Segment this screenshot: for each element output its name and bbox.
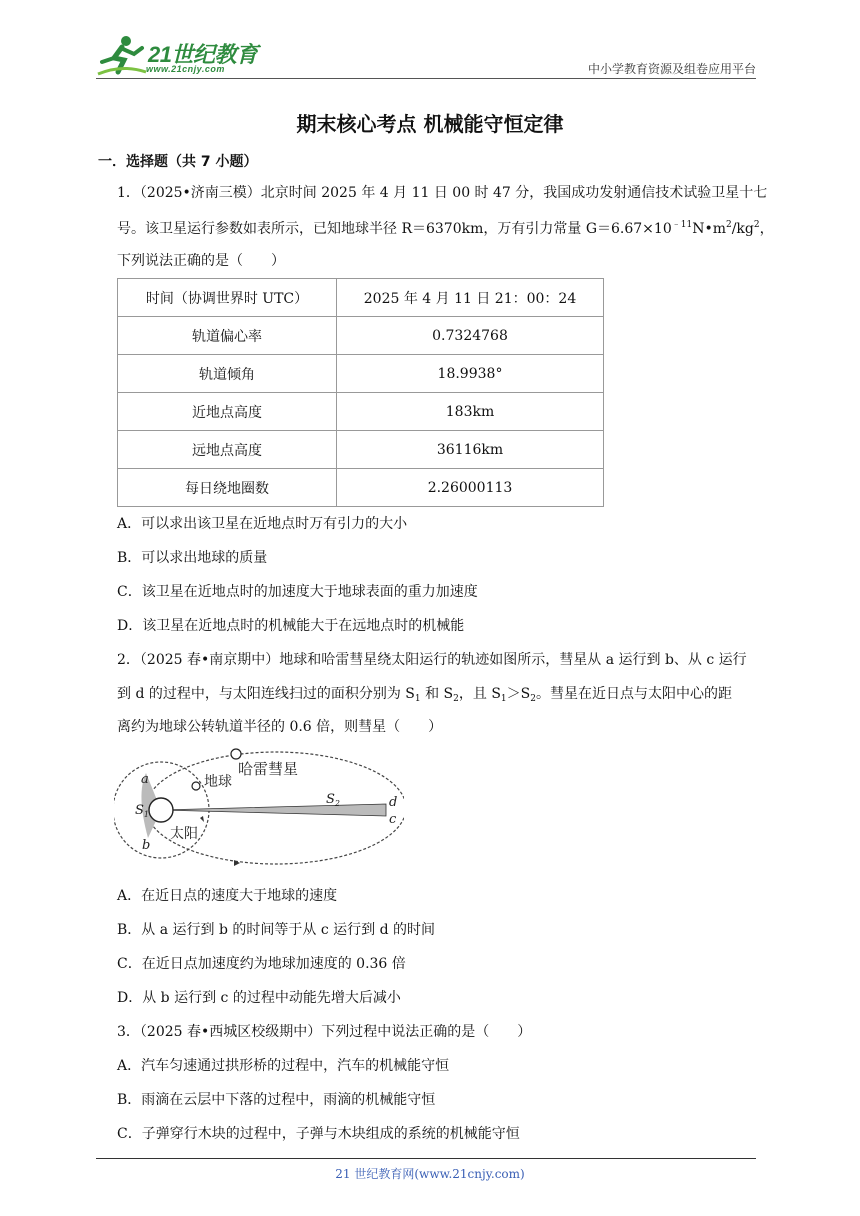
q1-option-a[interactable]: A．可以求出该卫星在近地点时万有引力的大小 <box>117 516 408 532</box>
table-cell: 时间（协调世界时 UTC） <box>118 279 337 317</box>
q3-option-c[interactable]: C．子弹穿行木块的过程中，子弹与木块组成的系统的机械能守恒 <box>117 1126 520 1142</box>
q1-stem-line-1: 1．（2025•济南三模）北京时间 2025 年 4 月 11 日 00 时 47 分，我国成功发射通信技术试验卫星十七 <box>117 185 768 201</box>
q1-text-a: 号。该卫星运行参数如表所示，已知地球半径 R＝6370km，万有引力常量 G＝6.67×10 <box>117 221 672 237</box>
footer-divider <box>96 1158 756 1159</box>
q2-sub-1: 1 <box>414 694 421 704</box>
q1-exp-3: 2 <box>753 220 760 230</box>
table-cell: 每日绕地圈数 <box>118 469 337 507</box>
q2-sub-4: 2 <box>530 694 536 704</box>
q1-text-d: ， <box>759 221 774 237</box>
table-cell: 远地点高度 <box>118 431 337 469</box>
table-cell: 183km <box>337 393 604 431</box>
q2-text-e: 。彗星在近日点与太阳中心的距 <box>535 686 732 702</box>
page-footer[interactable]: 21 世纪教育网(www.21cnjy.com) <box>335 1167 525 1181</box>
q1-stem-line-2 <box>117 219 774 239</box>
table-cell: 近地点高度 <box>118 393 337 431</box>
point-a-label: a <box>141 772 149 787</box>
q2-option-c[interactable]: C．在近日点加速度约为地球加速度的 0.36 倍 <box>117 956 406 972</box>
q2-option-d[interactable]: D．从 b 运行到 c 的过程中动能先增大后减小 <box>117 990 401 1006</box>
table-cell: 2025 年 4 月 11 日 21：00：24 <box>337 279 604 317</box>
s2-label: $S_2$ <box>326 792 340 808</box>
q2-text-b: 和 S <box>420 686 454 702</box>
q2-stem-line-2 <box>117 684 732 704</box>
table-row <box>118 431 604 469</box>
q1-option-b[interactable]: B．可以求出地球的质量 <box>117 550 268 566</box>
q2-option-b[interactable]: B．从 a 运行到 b 的时间等于从 c 运行到 d 的时间 <box>117 922 435 938</box>
section-heading: 一．选择题（共 7 小题） <box>98 154 258 170</box>
q1-text-c: /kg <box>731 221 754 237</box>
q2-text-a: 到 d 的过程中，与太阳连线扫过的面积分别为 S <box>117 686 415 702</box>
q1-option-c[interactable]: C．该卫星在近地点时的加速度大于地球表面的重力加速度 <box>117 584 478 600</box>
q2-text-d: ＞S <box>506 686 531 702</box>
q2-stem-line-3: 离约为地球公转轨道半径的 0.6 倍，则彗星（ ） <box>117 719 443 735</box>
table-row <box>118 393 604 431</box>
q1-text-b: N•m <box>692 221 726 237</box>
logo-url: www.21cnjy.com <box>146 64 225 74</box>
point-b-label: b <box>142 838 151 853</box>
q2-sub-3: 1 <box>500 694 507 704</box>
q1-stem-line-3: 下列说法正确的是（ ） <box>117 253 285 269</box>
comet-circle <box>231 749 241 759</box>
table-row <box>118 469 604 507</box>
area-s2 <box>161 804 386 816</box>
q3-option-b[interactable]: B．雨滴在云层中下落的过程中，雨滴的机械能守恒 <box>117 1092 436 1108</box>
platform-label: 中小学教育资源及组卷应用平台 <box>587 62 756 76</box>
table-cell: 轨道倾角 <box>118 355 337 393</box>
q1-option-d[interactable]: D．该卫星在近地点时的机械能大于在远地点时的机械能 <box>117 618 465 634</box>
table-cell: 0.7324768 <box>337 317 604 355</box>
table-cell: 2.26000113 <box>337 469 604 507</box>
table-cell: 轨道偏心率 <box>118 317 337 355</box>
point-c-label: c <box>389 812 397 827</box>
earth-circle <box>192 782 200 790</box>
table-row <box>118 279 604 317</box>
page-header <box>96 34 756 78</box>
earth-label: 地球 <box>204 774 232 790</box>
q3-option-a[interactable]: A．汽车匀速通过拱形桥的过程中，汽车的机械能守恒 <box>117 1058 450 1074</box>
logo-text: 21世纪教育 <box>148 42 258 67</box>
s1-label: $S_1$ <box>135 803 149 819</box>
orbit-diagram <box>114 746 404 872</box>
q1-exp-2: 2 <box>725 220 732 230</box>
site-logo <box>96 34 266 78</box>
q2-sub-2: 2 <box>453 694 459 704</box>
table-cell: 18.9938° <box>337 355 604 393</box>
comet-label: 哈雷彗星 <box>238 760 299 778</box>
q2-option-a[interactable]: A．在近日点的速度大于地球的速度 <box>117 888 338 904</box>
point-d-label: d <box>389 795 398 810</box>
satellite-params-table <box>117 278 604 507</box>
q2-text-c: ，且 S <box>458 686 501 702</box>
table-row <box>118 317 604 355</box>
q2-stem-line-1: 2．（2025 春•南京期中）地球和哈雷彗星绕太阳运行的轨迹如图所示，彗星从 a 运行到 b、从 c 运行 <box>117 652 747 668</box>
sun-circle <box>149 798 173 822</box>
sun-label: 太阳 <box>170 826 198 842</box>
earth-direction-arrow <box>200 816 204 822</box>
q1-exp-1: ﹣11 <box>671 220 693 230</box>
table-cell: 36116km <box>337 431 604 469</box>
header-divider <box>96 78 756 79</box>
page-title: 期末核心考点 机械能守恒定律 <box>296 112 564 136</box>
q3-stem-line-1: 3．（2025 春•西城区校级期中）下列过程中说法正确的是（ ） <box>117 1024 532 1040</box>
table-row <box>118 355 604 393</box>
runner-logo-icon <box>96 34 148 78</box>
